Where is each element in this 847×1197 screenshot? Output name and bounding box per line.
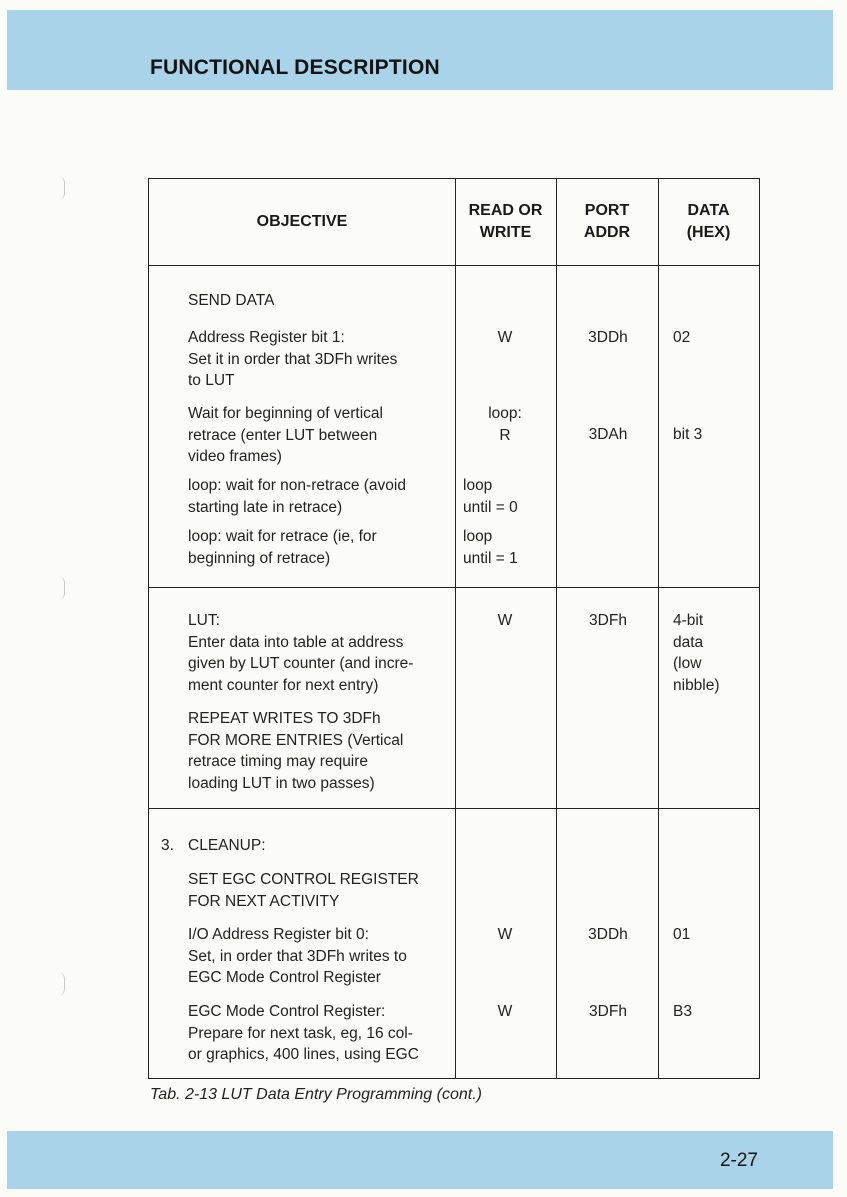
loop-retrace-rw: loop until = 1 [463,528,518,567]
lut-data: 4-bit data (low nibble) [673,612,720,694]
row-divider [149,587,759,588]
header-band [7,10,833,90]
binder-hole-mark [58,576,65,600]
lut-rw: W [497,612,513,629]
egc-mode-control-description: EGC Mode Control Register: Prepare for next task, eg, 16 col- or graphics, 400 lines, using EGC [188,1003,419,1063]
binder-hole-mark [58,972,65,996]
io-address-bit0-rw: W [497,926,513,943]
table-caption: Tab. 2-13 LUT Data Entry Programming (cont.) [150,1086,482,1103]
wait-retrace-rw: loop: R [488,405,522,444]
header-port-addr: PORT ADDR [583,202,631,241]
io-address-bit0-port: 3DDh [588,926,628,943]
loop-nonretrace-rw: loop until = 0 [463,477,518,516]
loop-retrace-description: loop: wait for retrace (ie, for beginning of retrace) [188,528,377,567]
loop-nonretrace-description: loop: wait for non-retrace (avoid starting late in retrace) [188,477,406,516]
lut-programming-table [148,178,760,1079]
address-register-bit1-data: 02 [673,329,691,346]
wait-retrace-port: 3DAh [588,426,628,443]
column-divider [658,179,659,1078]
column-divider [556,179,557,1078]
repeat-writes-note: REPEAT WRITES TO 3DFh FOR MORE ENTRIES (Vertical retrace timing may require loading LUT in two passes) [188,710,404,792]
set-egc-description: SET EGC CONTROL REGISTER FOR NEXT ACTIVITY [188,871,419,910]
egc-mode-control-rw: W [497,1003,513,1020]
column-divider [455,179,456,1078]
header-objective: OBJECTIVE [256,213,348,230]
wait-retrace-data: bit 3 [673,426,703,443]
address-register-bit1-port: 3DDh [588,329,628,346]
address-register-bit1-rw: W [497,329,513,346]
io-address-bit0-description: I/O Address Register bit 0: Set, in order that 3DFh writes to EGC Mode Control Register [188,926,407,986]
page-number: 2-27 [719,1150,758,1171]
egc-mode-control-port: 3DFh [589,1003,627,1020]
header-read-write: READ OR WRITE [468,202,543,241]
footer-band [7,1131,833,1189]
lut-description: LUT: Enter data into table at address given by LUT counter (and incre- ment counter for next entry) [188,612,414,694]
egc-mode-control-data: B3 [673,1003,692,1020]
cleanup-title: CLEANUP: [188,837,266,854]
address-register-bit1-description: Address Register bit 1: Set it in order that 3DFh writes to LUT [188,329,398,389]
wait-retrace-description: Wait for beginning of vertical retrace (enter LUT between video frames) [188,405,383,465]
binder-hole-mark [58,176,65,200]
lut-port: 3DFh [589,612,627,629]
header-data-hex: DATA (HEX) [686,202,731,241]
io-address-bit0-data: 01 [673,926,691,943]
page-title: FUNCTIONAL DESCRIPTION [150,56,440,79]
row-divider [149,808,759,809]
cleanup-step-number: 3. [161,837,174,854]
header-divider [149,265,759,266]
send-data-title: SEND DATA [188,292,275,309]
